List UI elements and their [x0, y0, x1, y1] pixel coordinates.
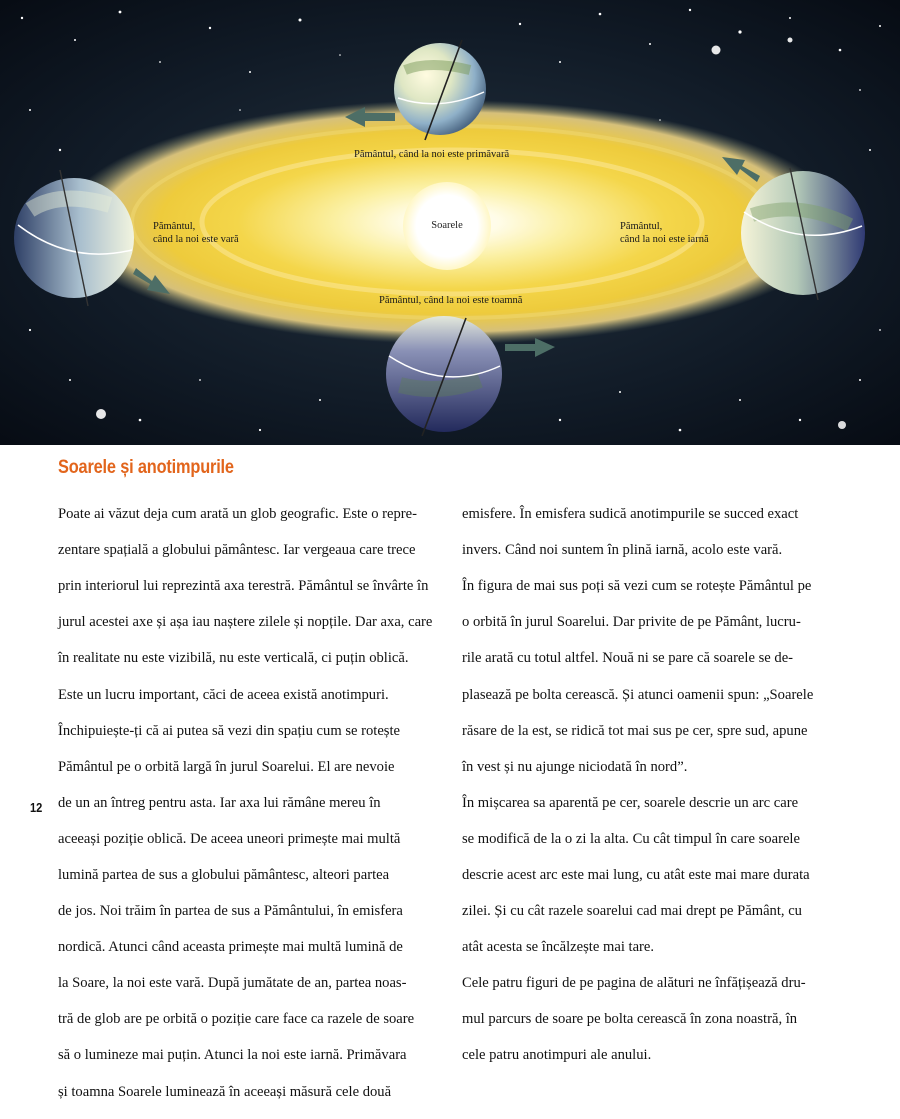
text-column-right — [462, 487, 842, 1083]
summer-label-line2: când la noi este vară — [153, 234, 239, 245]
text-line: răsare de la est, se ridică tot mai sus pe cer, spre sud, apune — [462, 722, 808, 739]
text-line: Închipuiește-ți că ai putea să vezi din spațiu cum se rotește — [58, 722, 401, 739]
text-line: în realitate nu este vizibilă, nu este verticală, ci puțin oblică. — [58, 650, 409, 667]
solar-orbit-illustration — [0, 0, 900, 445]
text-line: tră de glob are pe orbită o poziție care face ca razele de soare — [58, 1011, 415, 1028]
text-line: invers. Când noi suntem în plină iarnă, acolo este vară. — [462, 542, 783, 559]
text-line: zentare spațială a globului pământesc. Iar vergeaua care trece — [58, 542, 416, 559]
text-line: descrie acest arc este mai lung, cu atât este mai mare durata — [462, 866, 810, 883]
autumn-label: Pământul, când la noi este toamnă — [379, 295, 523, 306]
summer-label-line1: Pământul, — [153, 221, 196, 232]
text-line: În mișcarea sa aparentă pe cer, soarele descrie un arc care — [462, 794, 799, 811]
section-heading: Soarele și anotimpurile — [58, 457, 234, 478]
text-line: Pământul pe o orbită largă în jurul Soarelui. El are nevoie — [58, 758, 395, 775]
winter-label-line1: Pământul, — [620, 221, 663, 232]
text-line: la Soare, la noi este vară. După jumătate de an, partea noas- — [58, 975, 407, 992]
text-line: jurul acestei axe și așa iau naștere zilele și nopțile. Dar axa, care — [58, 614, 433, 631]
text-line: atât acesta se încălzește mai tare. — [462, 939, 655, 956]
text-line: să o lumineze mai puțin. Atunci la noi este iarnă. Primăvara — [58, 1047, 407, 1064]
text-column-left — [58, 487, 438, 1119]
text-line: prin interiorul lui reprezintă axa terestră. Pământul se învârte în — [58, 578, 429, 595]
text-line: plasează pe bolta cerească. Și atunci oamenii spun: „Soarele — [462, 686, 814, 703]
text-line: Este un lucru important, căci de aceea există anotimpuri. — [58, 686, 389, 703]
text-line: zilei. Și cu cât razele soarelui cad mai drept pe Pământ, cu — [462, 903, 802, 920]
text-line: cele patru anotimpuri ale anului. — [462, 1047, 652, 1064]
winter-label-line2: când la noi este iarnă — [620, 234, 709, 245]
text-line: de jos. Noi trăim în partea de sus a Pământului, în emisfera — [58, 903, 403, 920]
text-line: o orbită în jurul Soarelui. Dar privite de pe Pământ, lucru- — [462, 614, 801, 631]
text-line: aceeași poziție oblică. De aceea uneori primește mai multă — [58, 830, 401, 847]
text-line: În figura de mai sus poți să vezi cum se rotește Pământul pe — [462, 578, 812, 595]
text-line: rile arată cu totul altfel. Nouă ni se pare că soarele se de- — [462, 650, 794, 667]
text-line: emisfere. În emisfera sudică anotimpurile se succed exact — [462, 506, 799, 523]
text-line: Poate ai văzut deja cum arată un glob geografic. Este o repre- — [58, 506, 418, 523]
text-line: se modifică de la o zi la alta. Cu cât timpul în care soarele — [462, 830, 800, 847]
text-line: Cele patru figuri de pe pagina de alături ne înfățișează dru- — [462, 975, 806, 992]
spring-label: Pământul, când la noi este primăvară — [354, 149, 510, 160]
text-line: nordică. Atunci când aceasta primește mai multă lumină de — [58, 939, 403, 956]
text-line: mul parcurs de soare pe bolta cerească în zona noastră, în — [462, 1011, 798, 1028]
sun-label: Soarele — [431, 220, 463, 231]
text-line: lumină partea de sus a globului pământesc, alteori partea — [58, 866, 390, 883]
page-number: 12 — [30, 800, 43, 815]
text-line: în vest și nu ajunge niciodată în nord”. — [462, 758, 688, 775]
text-line: de un an întreg pentru asta. Iar axa lui rămâne mereu în — [58, 794, 381, 811]
text-line: și toamna Soarele luminează în aceeași măsură cele două — [58, 1083, 392, 1100]
